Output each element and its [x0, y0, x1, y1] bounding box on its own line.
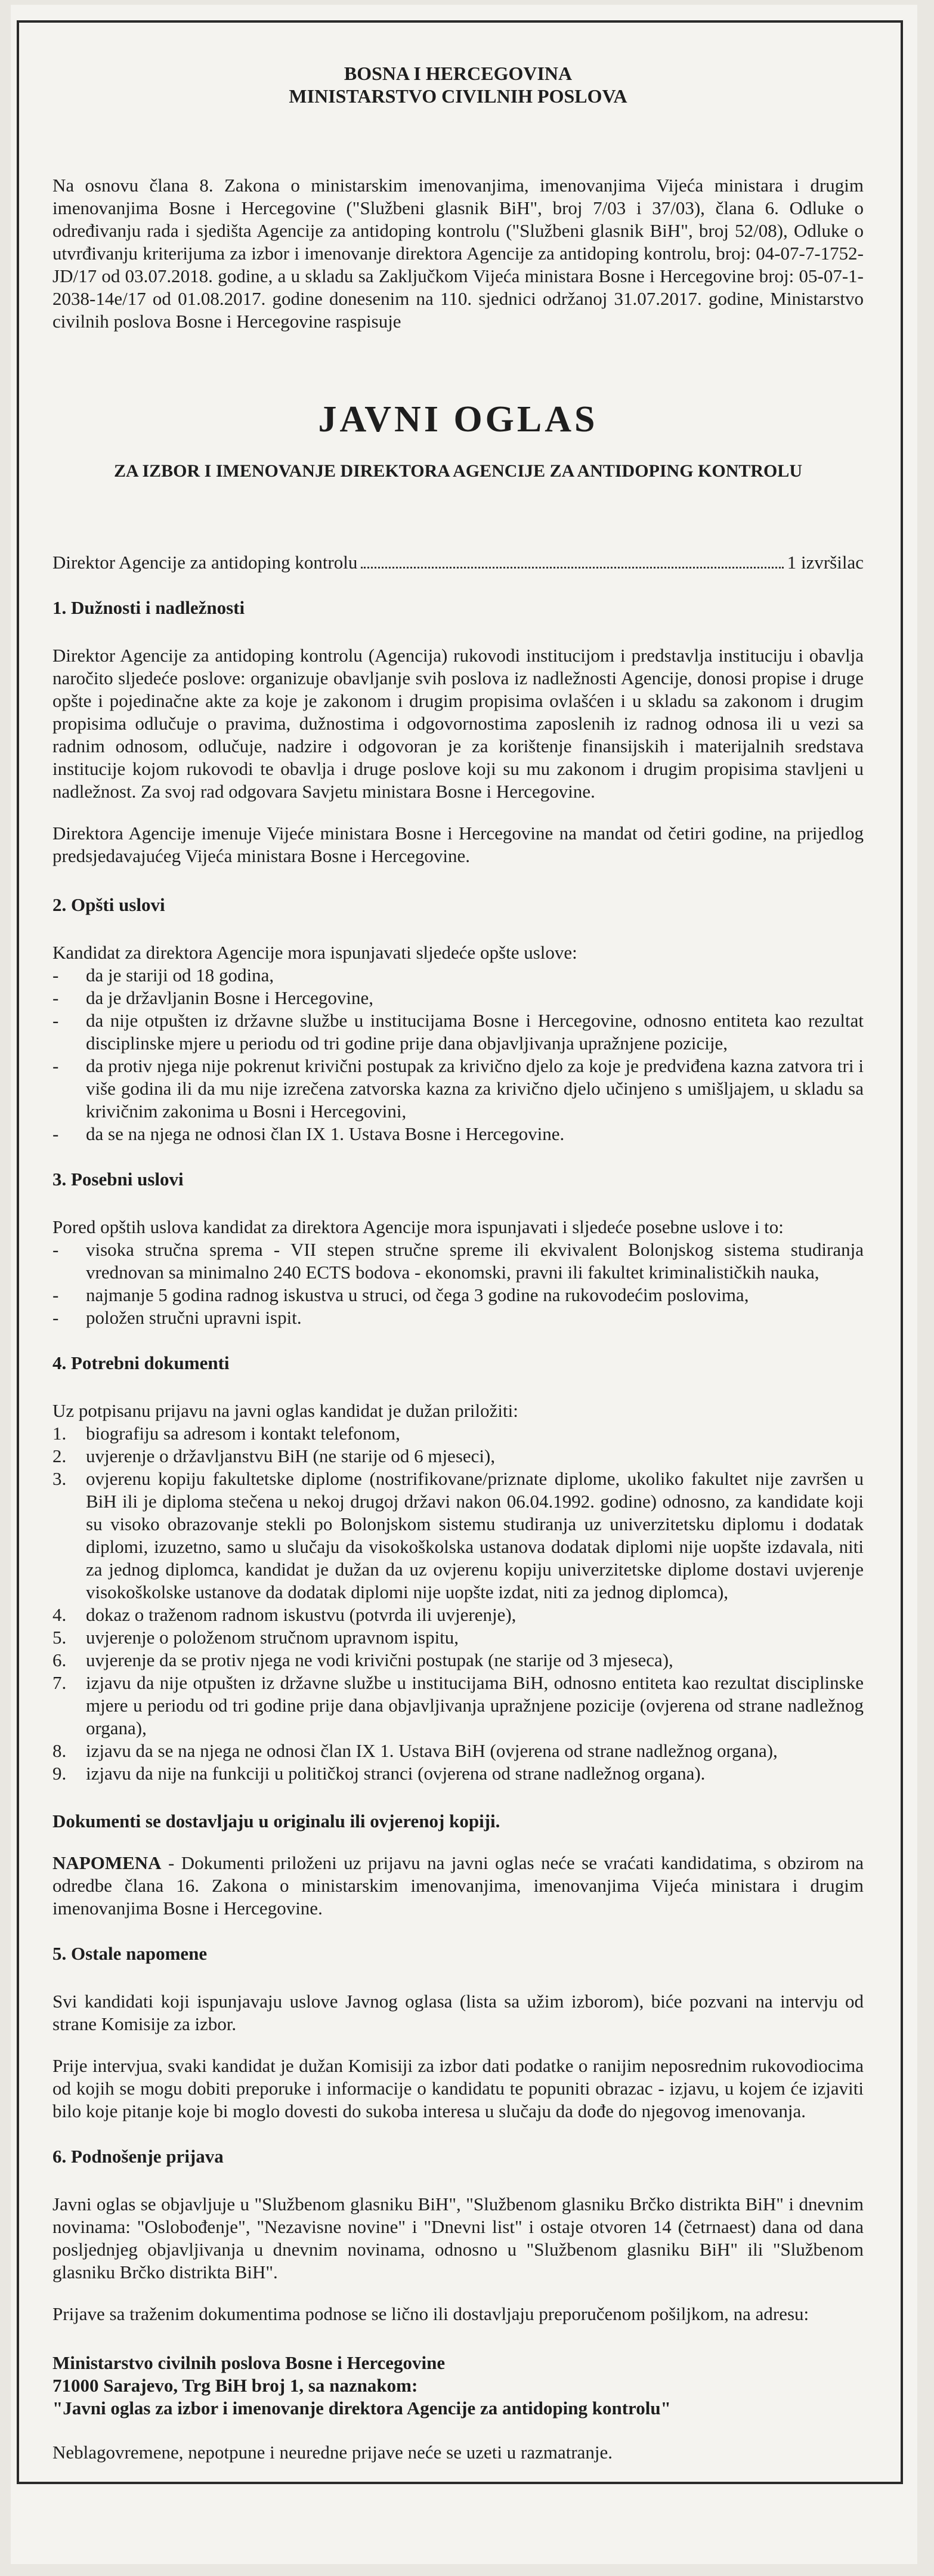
- list-item: - da je državljanin Bosne i Hercegovine,: [52, 987, 864, 1009]
- list-item: 3. ovjerenu kopiju fakultetske diplome (nostrifikovane/priznate diplome, ukoliko fakultet nije završen u BiH ili je diploma stečena u nekoj drugoj državi nakon 06.04.1992. godine) odnosno, za kandidate koji su visoko obrazovanje stekli po Bolonjskom sistemu studiranja uz univerzitetsku diplomu i dodatak diplomi, izuzetno, samo u slučaju da visokoškolska ustanova dodatak diplomi nije uopšte izdavala, niti za jednog diplomca, kandidat je dužan da uz ovjerenu kopiju univerzitetske diplome dostavi uvjerenje visokoškolske ustanove da dodatak diplomi nije uopšte izdat, niti za jednog diplomca),: [52, 1468, 864, 1602]
- submission-paragraph: Prijave sa traženim dokumentima podnose se lično ili dostavljaju preporučenom pošiljkom, na adresu:: [52, 2303, 809, 2324]
- napomena-text: - Dokumenti priloženi uz prijavu na javni oglas neće se vraćati kandidatima, s obzirom na odredbe člana 16. Zakona o ministarskim imenovanjima, imenovanjima Vijeća ministara i drugim imenovanjima Bosne i Hercegovine.: [52, 1852, 864, 1919]
- list-item: - položen stručni upravni ispit.: [52, 1306, 864, 1329]
- intro-paragraph: Na osnovu člana 8. Zakona o ministarskim imenovanjima, imenovanjima Vijeća ministara i drugim imenovanjima Bosne i Hercegovine ("Službeni glasnik BiH", broj 7/03 i 37/03), člana 6. Odluke o određivanju rada i sjedišta Agencije za antidoping kontrolu ("Službeni glasnik BiH", broj 52/08), Odluke o utvrđivanju kriterijuma za izbor i imenovanje direktora Agencije za antidoping kontrolu, broj: 04-07-7-1752-JD/17 od 03.07.2018. godine, a u skladu sa Zaključkom Vijeća ministara Bosne i Hercegovine broj: 05-07-1-2038-14e/17 od 01.08.2017. godine donesenim na 110. sjednici održanoj 31.07.2017. godine, Ministarstvo civilnih poslova Bosne i Hercegovine raspisuje: [52, 175, 864, 332]
- list-item: 9. izjavu da nije na funkciji u političkoj stranci (ovjerena od strane nadležnog organa).: [52, 1763, 706, 1784]
- header-ministry: MINISTARSTVO CIVILNIH POSLOVA: [289, 85, 627, 107]
- dotted-leader: [361, 567, 783, 569]
- address-line-marking: "Javni oglas za izbor i imenovanje direktora Agencije za antidoping kontrolu": [52, 2398, 671, 2419]
- documents-original-note: Dokumenti se dostavljaju u originalu ili ovjerenoj kopiji.: [52, 1811, 500, 1831]
- list-item: 6. uvjerenje da se protiv njega ne vodi krivični postupak (ne starije od 3 mjeseca),: [52, 1650, 673, 1670]
- section-heading-general-conditions: 2. Opšti uslovi: [52, 894, 165, 915]
- special-conditions-list: [52, 1238, 864, 1329]
- list-item: - da se na njega ne odnosi član IX 1. Ustava Bosne i Hercegovine.: [52, 1123, 864, 1145]
- publication-paragraph: Javni oglas se objavljuje u "Službenom glasniku BiH", "Službenom glasniku Brčko distrikta BiH" i dnevnim novinama: "Oslobođenje", "Nezavisne novine" i "Dnevni list" i ostaje otvoren 14 (četrnaest) dana od dana posljednjeg objavljivanja u dnevnim novinama, odnosno u "Službenom glasniku BiH" ili "Službenom glasniku Brčko distrikta BiH".: [52, 2194, 864, 2282]
- document-title: JAVNI OGLAS: [318, 399, 598, 440]
- interview-paragraph: Svi kandidati koji ispunjavaju uslove Javnog oglasa (lista sa užim izborom), biće pozvani na intervju od strane Komisije za izbor.: [52, 1991, 864, 2034]
- section-heading-required-documents: 4. Potrebni dokumenti: [52, 1352, 230, 1373]
- list-item: 5. uvjerenje o položenom stručnom upravnom ispitu,: [52, 1627, 459, 1648]
- list-item: - visoka stručna sprema - VII stepen stručne spreme ili ekvivalent Bolonjskog sistema studiranja vrednovan sa minimalno 240 ECTS bodova - ekonomski, pravni ili fakultet kriminalističkih nauka,: [52, 1238, 864, 1284]
- list-item: 8. izjavu da se na njega ne odnosi član IX 1. Ustava BiH (ovjerena od strane nadležnog organa),: [52, 1740, 778, 1761]
- section-heading-submission: 6. Podnošenje prijava: [52, 2146, 224, 2167]
- required-documents-list: [52, 1422, 864, 1785]
- position-line: [52, 551, 864, 574]
- section-heading-other-notes: 5. Ostale napomene: [52, 1943, 208, 1964]
- section-heading-duties: 1. Dužnosti i nadležnosti: [52, 597, 245, 618]
- announcement-content: [52, 62, 864, 2464]
- position-name: Direktor Agencije za antidoping kontrolu: [52, 552, 358, 573]
- napomena-label: NAPOMENA: [52, 1852, 162, 1873]
- pre-interview-paragraph: Prije intervjua, svaki kandidat je dužan Komisiji za izbor dati podatke o ranijim neposrednim rukovodiocima od kojih se mogu dobiti preporuke i informacije o kandidatu te popuniti obrazac - izjavu, u kojem će izjaviti bilo koje pitanje koje bi moglo dovesti do sukoba interesa u slučaju da dođe do njegovog imenovanja.: [52, 2055, 864, 2121]
- napomena-paragraph: [52, 1852, 864, 1920]
- list-item: - da nije otpušten iz državne službe u institucijama Bosne i Hercegovine, odnosno entiteta kao rezultat disciplinske mjere u periodu od tri godine prije dana objavljivanja upražnjene pozicije,: [52, 1009, 864, 1055]
- list-item: 1. biografiju sa adresom i kontakt telefonom,: [52, 1423, 400, 1444]
- general-conditions-lead: Kandidat za direktora Agencije mora ispunjavati sljedeće opšte uslove:: [52, 942, 577, 963]
- newspaper-page: [11, 5, 917, 2564]
- position-count: 1 izvršilac: [787, 552, 864, 573]
- document-subtitle: ZA IZBOR I IMENOVANJE DIREKTORA AGENCIJE ZA ANTIDOPING KONTROLU: [113, 461, 803, 481]
- general-conditions-list: [52, 964, 864, 1145]
- list-item: 4. dokaz o traženom radnom iskustvu (potvrda ili uvjerenje),: [52, 1604, 517, 1625]
- list-item: - najmanje 5 godina radnog iskustva u struci, od čega 3 godine na rukovodećim poslovima,: [52, 1284, 864, 1306]
- list-item: - da protiv njega nije pokrenut krivični postupak za krivično djelo za koje je predviđena kazna zatvora tri i više godina ili da mu nije izrečena zatvorska kazna za krivično djelo učinjeno s umišljajem, u skladu sa krivičnim zakonima u Bosni i Hercegovini,: [52, 1055, 864, 1123]
- list-item: 2. uvjerenje o državljanstvu BiH (ne starije od 6 mjeseci),: [52, 1445, 496, 1466]
- address-line-street: 71000 Sarajevo, Trg BiH broj 1, sa naznakom:: [52, 2375, 418, 2396]
- required-documents-lead: Uz potpisanu prijavu na javni oglas kandidat je dužan priložiti:: [52, 1400, 518, 1421]
- list-item: - da je stariji od 18 godina,: [52, 964, 864, 987]
- appointment-paragraph: Direktora Agencije imenuje Vijeće ministara Bosne i Hercegovine na mandat od četiri godine, na prijedlog predsjedavajućeg Vijeća ministara Bosne i Hercegovine.: [52, 823, 864, 866]
- mailing-address: [52, 2352, 864, 2420]
- address-line-ministry: Ministarstvo civilnih poslova Bosne i Hercegovine: [52, 2352, 446, 2373]
- special-conditions-lead: Pored opštih uslova kandidat za direktora Agencije mora ispunjavati i sljedeće posebne uslove i to:: [52, 1216, 784, 1237]
- header-country: BOSNA I HERCEGOVINA: [344, 63, 573, 84]
- duties-paragraph: Direktor Agencije za antidoping kontrolu (Agencija) rukovodi institucijom i predstavlja instituciju i obavlja naročito sljedeće poslove: organizuje obavljanje svih poslova iz nadležnosti Agencije, donosi propise i druge opšte i pojedinačne akte za koje je zakonom i drugim propisima ovlašćen i u skladu sa zakonom i drugim propisima odlučuje o pravima, dužnostima i odgovornostima zaposlenih iz radnog odnosa ili u vezi sa radnim odnosom, odlučuje, nadzire i odgovoran je za korištenje finansijskih i materijalnih sredstava institucije kojom rukovodi te obavlja i druge poslove koji su mu zakonom i drugim propisima stavljeni u nadležnost. Za svoj rad odgovara Savjetu ministara Bosne i Hercegovine.: [52, 645, 864, 802]
- section-heading-special-conditions: 3. Posebni uslovi: [52, 1169, 184, 1190]
- final-note: Neblagovremene, nepotpune i neuredne prijave neće se uzeti u razmatranje.: [52, 2442, 613, 2463]
- list-item: 7. izjavu da nije otpušten iz državne službe u institucijama BiH, odnosno entiteta kao rezultat disciplinske mjere u periodu od tri godine prije dana objavljivanja upražnjene pozicije (ovjerena od strane nadležnog organa),: [52, 1672, 864, 1738]
